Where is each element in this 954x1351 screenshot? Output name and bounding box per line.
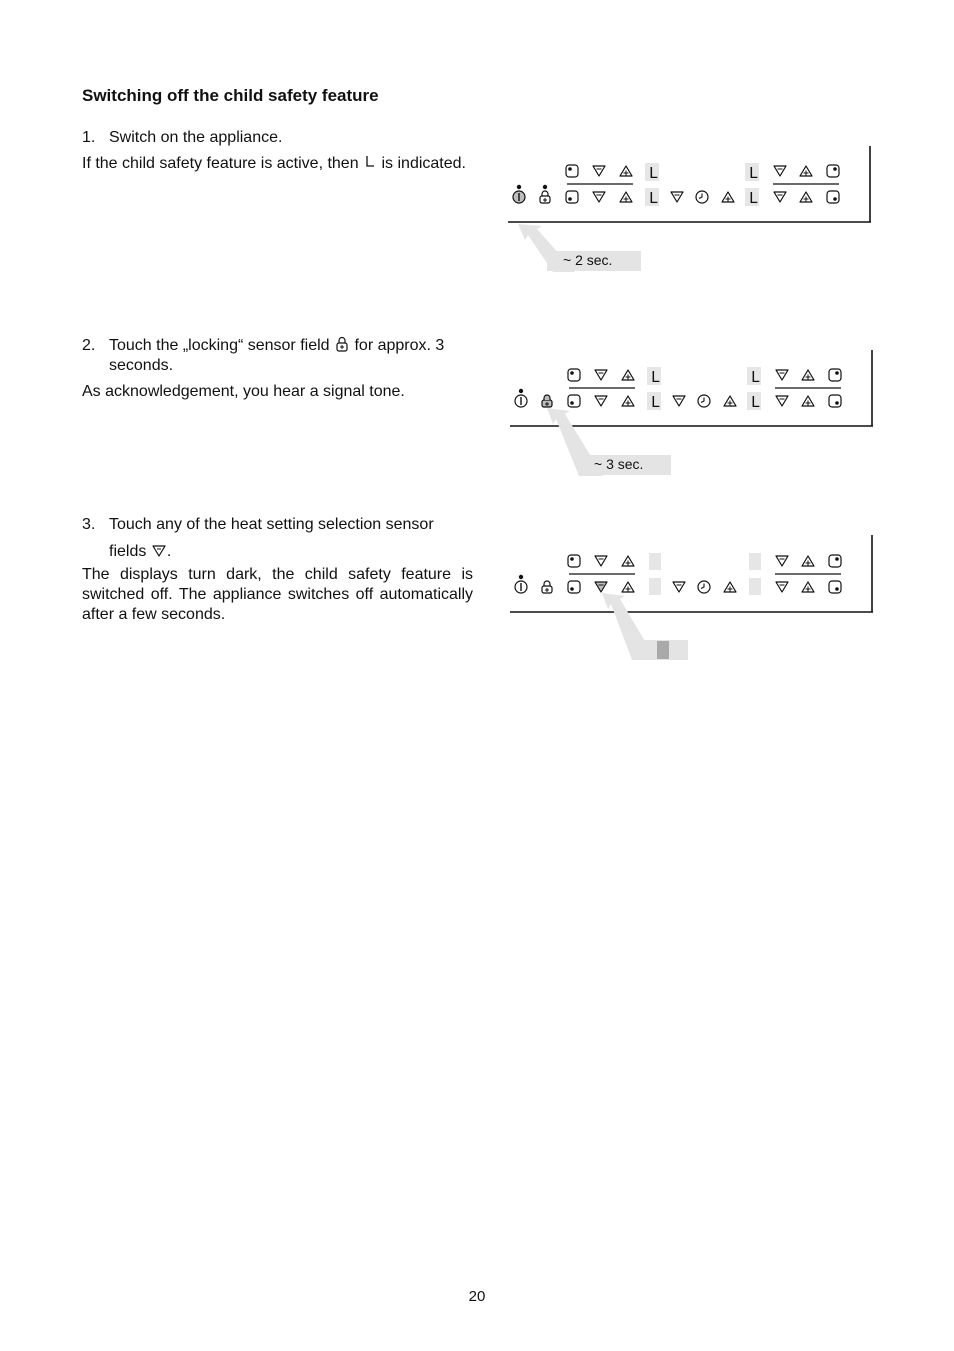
lock-sensor-icon[interactable] <box>540 191 550 203</box>
time-label: ~ 3 sec. <box>578 455 671 475</box>
zone-display-symbol: L <box>651 368 661 386</box>
heat-up-sensor-icon[interactable] <box>802 396 814 406</box>
timer-up-sensor-icon[interactable] <box>724 582 736 592</box>
heat-down-sensor-icon[interactable] <box>776 370 788 380</box>
step-1 <box>82 128 474 148</box>
power-indicator-dot-icon <box>517 185 521 189</box>
heat-down-sensor-icon[interactable] <box>776 556 788 566</box>
heat-up-sensor-icon[interactable] <box>800 192 812 202</box>
heat-up-sensor-icon[interactable] <box>800 166 812 176</box>
heat-down-sensor-icon[interactable] <box>774 166 786 176</box>
front-right-zone-icon <box>829 369 841 381</box>
power-indicator-dot-icon <box>519 575 523 579</box>
front-left-zone-icon <box>568 555 580 567</box>
timer-up-sensor-icon[interactable] <box>724 396 736 406</box>
step-3-note: The displays turn dark, the child safety feature is switched off. The appliance switches off automatically after a few seconds. <box>82 566 473 623</box>
zone-display-symbol: L <box>651 393 661 411</box>
power-sensor-icon[interactable] <box>513 191 525 203</box>
heat-up-sensor-icon[interactable] <box>622 582 634 592</box>
rear-left-zone-icon <box>566 191 578 203</box>
timer-down-sensor-icon[interactable] <box>671 192 683 202</box>
heat-down-sensor-icon[interactable] <box>595 396 607 406</box>
note-text-after: is indicated. <box>381 155 466 172</box>
step-text-after: . <box>166 543 172 560</box>
heat-up-sensor-icon[interactable] <box>802 370 814 380</box>
front-right-zone-icon <box>829 555 841 567</box>
power-indicator-dot-icon <box>519 389 523 393</box>
step-number: 1. <box>82 129 96 146</box>
power-sensor-icon[interactable] <box>515 581 527 593</box>
zone-display-symbol: L <box>751 393 761 411</box>
timer-clock-icon[interactable] <box>696 191 708 203</box>
down-triangle-icon <box>151 543 167 559</box>
timer-up-sensor-icon[interactable] <box>722 192 734 202</box>
zone-display-symbol: L <box>649 164 659 182</box>
front-left-zone-icon <box>566 165 578 177</box>
heat-down-sensor-icon[interactable] <box>595 582 607 592</box>
timer-clock-icon[interactable] <box>698 395 710 407</box>
rear-left-zone-icon <box>568 581 580 593</box>
lock-sensor-icon[interactable] <box>542 581 552 593</box>
section-heading: Switching off the child safety feature <box>82 86 379 105</box>
zone-display <box>649 553 661 570</box>
rear-right-zone-icon <box>829 581 841 593</box>
heat-down-sensor-icon[interactable] <box>595 556 607 566</box>
heat-up-sensor-icon[interactable] <box>620 192 632 202</box>
zone-display-symbol: L <box>649 189 659 207</box>
step-3 <box>82 511 474 565</box>
lock-indicator-dot-icon <box>543 185 547 189</box>
heat-down-sensor-icon[interactable] <box>776 582 788 592</box>
timer-clock-icon[interactable] <box>698 581 710 593</box>
zone-display <box>649 578 661 595</box>
control-panel-unlocked <box>507 533 877 663</box>
rear-right-zone-icon <box>827 191 839 203</box>
heat-up-sensor-icon[interactable] <box>622 396 634 406</box>
power-sensor-icon[interactable] <box>515 395 527 407</box>
step-text-before: Touch the „locking“ sensor field <box>109 337 330 354</box>
step-text-after: for approx. 3 seconds. <box>109 337 445 374</box>
time-label: ~ 2 sec. <box>547 251 641 271</box>
rear-right-zone-icon <box>829 395 841 407</box>
heat-up-sensor-icon[interactable] <box>620 166 632 176</box>
page-number: 20 <box>468 1288 486 1305</box>
zone-display-symbol: L <box>751 368 761 386</box>
heat-up-sensor-icon[interactable] <box>802 556 814 566</box>
lock-sensor-icon[interactable] <box>542 395 552 407</box>
heat-down-sensor-icon[interactable] <box>595 370 607 380</box>
step-text-before: Touch any of the heat setting selection sensor fields <box>109 516 434 560</box>
zone-display-symbol: L <box>749 164 759 182</box>
step-2-note: As acknowledgement, you hear a signal tone. <box>82 383 405 400</box>
timer-down-sensor-icon[interactable] <box>673 396 685 406</box>
rear-left-zone-icon <box>568 395 580 407</box>
step-text: Switch on the appliance. <box>109 129 283 146</box>
heat-down-sensor-icon[interactable] <box>593 192 605 202</box>
note-text-before: If the child safety feature is active, then <box>82 155 359 172</box>
heat-up-sensor-icon[interactable] <box>622 556 634 566</box>
step-number: 2. <box>82 337 96 354</box>
front-right-zone-icon <box>827 165 839 177</box>
lock-sensor-icon <box>334 336 350 353</box>
heat-down-sensor-icon[interactable] <box>774 192 786 202</box>
step-2 <box>82 336 474 376</box>
heat-down-sensor-icon[interactable] <box>776 396 788 406</box>
front-left-zone-icon <box>568 369 580 381</box>
step-1-note <box>82 154 473 174</box>
timer-down-sensor-icon[interactable] <box>673 582 685 592</box>
heat-up-sensor-icon[interactable] <box>622 370 634 380</box>
child-lock-L-symbol-icon <box>363 155 377 171</box>
dark-display-indicator <box>657 641 669 659</box>
zone-display <box>749 553 761 570</box>
zone-display <box>749 578 761 595</box>
zone-display-symbol: L <box>749 189 759 207</box>
heat-down-sensor-icon[interactable] <box>593 166 605 176</box>
control-panel-lock-press <box>507 348 877 480</box>
step-number: 3. <box>82 516 96 533</box>
heat-up-sensor-icon[interactable] <box>802 582 814 592</box>
